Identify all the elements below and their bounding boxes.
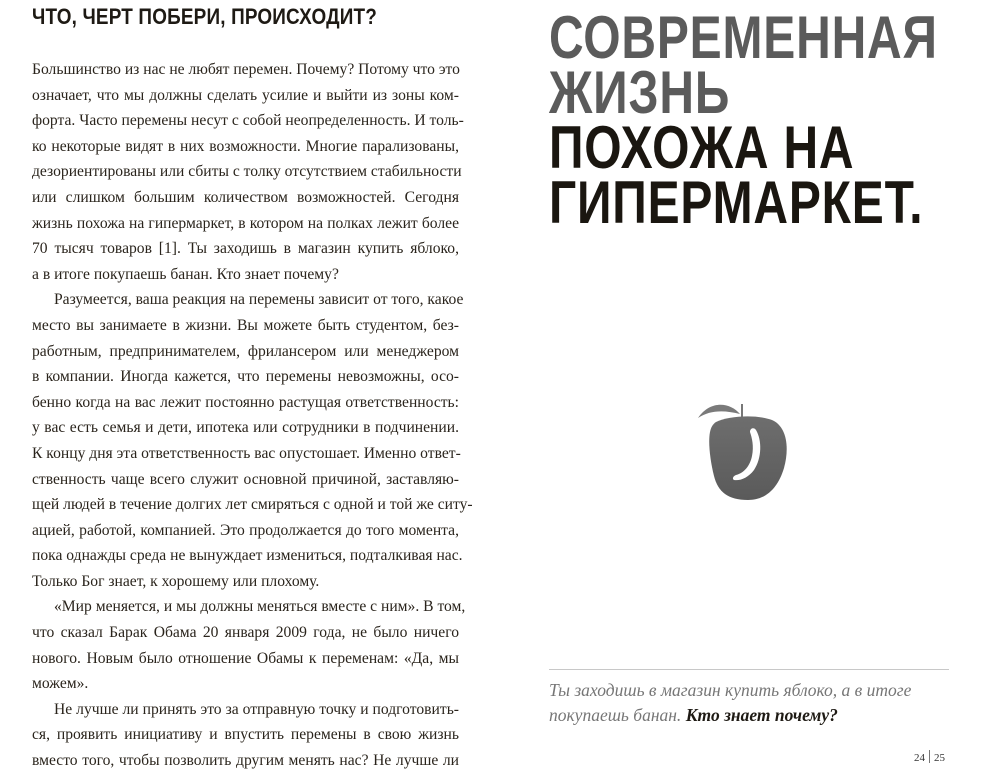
body-text-line: ственность чаще всего служит основной причиной, заставляю- (32, 470, 459, 488)
body-text-line: или слишком большим количеством возможностей. Сегодня (32, 188, 459, 206)
body-text-line: ся, проявить инициативу и впустить перемены в свою жизнь (32, 726, 459, 744)
pull-quote (549, 678, 969, 728)
section-heading: ЧТО, ЧЕРТ ПОБЕРИ, ПРОИСХОДИТ? (32, 4, 377, 29)
caption-divider (549, 669, 949, 670)
body-text-line: у вас есть семья и дети, ипотека или сотрудники в подчинении. (32, 419, 459, 437)
body-text-line: место вы занимаете в жизни. Вы можете быть студентом, без- (32, 316, 459, 334)
page-numbers (914, 750, 945, 764)
body-text-line: Не лучше ли принять это за отправную точку и подготовить- (54, 700, 459, 718)
body-text-line: что сказал Барак Обама 20 января 2009 года, не было ничего (32, 624, 459, 642)
page-number-left: 24 (914, 752, 925, 764)
apple-with-banana-icon (686, 396, 796, 506)
body-text-line: Только Бог знает, к хорошему или плохому. (32, 572, 320, 590)
body-text-line: ацией, работой, компанией. Это продолжается до того момента, (32, 521, 459, 539)
body-text-line: жизнь похожа на гипермаркет, в котором на полках лежит более (32, 214, 459, 232)
apple-body (709, 416, 786, 500)
headline-line: ПОХОЖА НА (549, 114, 855, 181)
headline-line: СОВРЕМЕННАЯ (549, 4, 938, 71)
pull-quote-text: Ты заходишь в магазин купить яблоко, а в итоге покупаешь банан. (549, 680, 912, 725)
body-text (32, 57, 473, 774)
body-text-line: К концу дня эта ответственность вас опустошает. Именно ответ- (32, 444, 461, 462)
body-text-line: нового. Новым было отношение Обамы к переменам: «Да, мы (32, 649, 459, 667)
page-number-separator (929, 750, 930, 763)
body-text-line: «Мир меняется, и мы должны меняться вместе с ним». В том, (54, 598, 466, 616)
pull-quote-emphasis: Кто знает почему? (685, 705, 838, 725)
body-text-line: Разумеется, ваша реакция на перемены зависит от того, какое (54, 291, 464, 309)
headline (549, 4, 938, 236)
apple-leaf (698, 405, 740, 418)
body-text-line: форта. Часто перемены несут с собой неопределенность. И толь- (32, 112, 464, 130)
body-text-line: 70 тысяч товаров [1]. Ты заходишь в магазин купить яблоко, (32, 240, 459, 258)
body-text-line: в компании. Иногда кажется, что перемены невозможны, осо- (32, 368, 459, 386)
body-text-line: ко некоторые видят в них возможности. Многие парализованы, (32, 137, 459, 155)
page-number-right: 25 (934, 752, 945, 764)
body-text-line: можем». (32, 675, 89, 693)
body-text-line: пока однажды среда не вынуждает измениться, подталкивая нас. (32, 547, 463, 565)
body-text-line: бенно когда на вас лежит постоянно растущая ответственность: (32, 393, 459, 411)
body-text-line: вместо того, чтобы позволить другим менять нас? Не лучше ли (32, 752, 459, 770)
body-text-line: а в итоге покупаешь банан. Кто знает почему? (32, 265, 339, 283)
headline-line: ЖИЗНЬ (549, 59, 731, 126)
body-text-line: щей людей в течение долгих лет смиряться с одной и той же ситу- (32, 496, 473, 514)
body-text-line: работным, предпринимателем, фрилансером или менеджером (32, 342, 459, 360)
headline-line: ГИПЕРМАРКЕТ. (549, 169, 924, 236)
body-text-line: дезориентированы или сбиты с толку отсутствием стабильности (32, 163, 462, 181)
body-text-line: Большинство из нас не любят перемен. Почему? Потому что это (32, 61, 460, 78)
body-text-line: означает, что мы должны сделать усилие и выйти из зоны ком- (32, 86, 459, 104)
